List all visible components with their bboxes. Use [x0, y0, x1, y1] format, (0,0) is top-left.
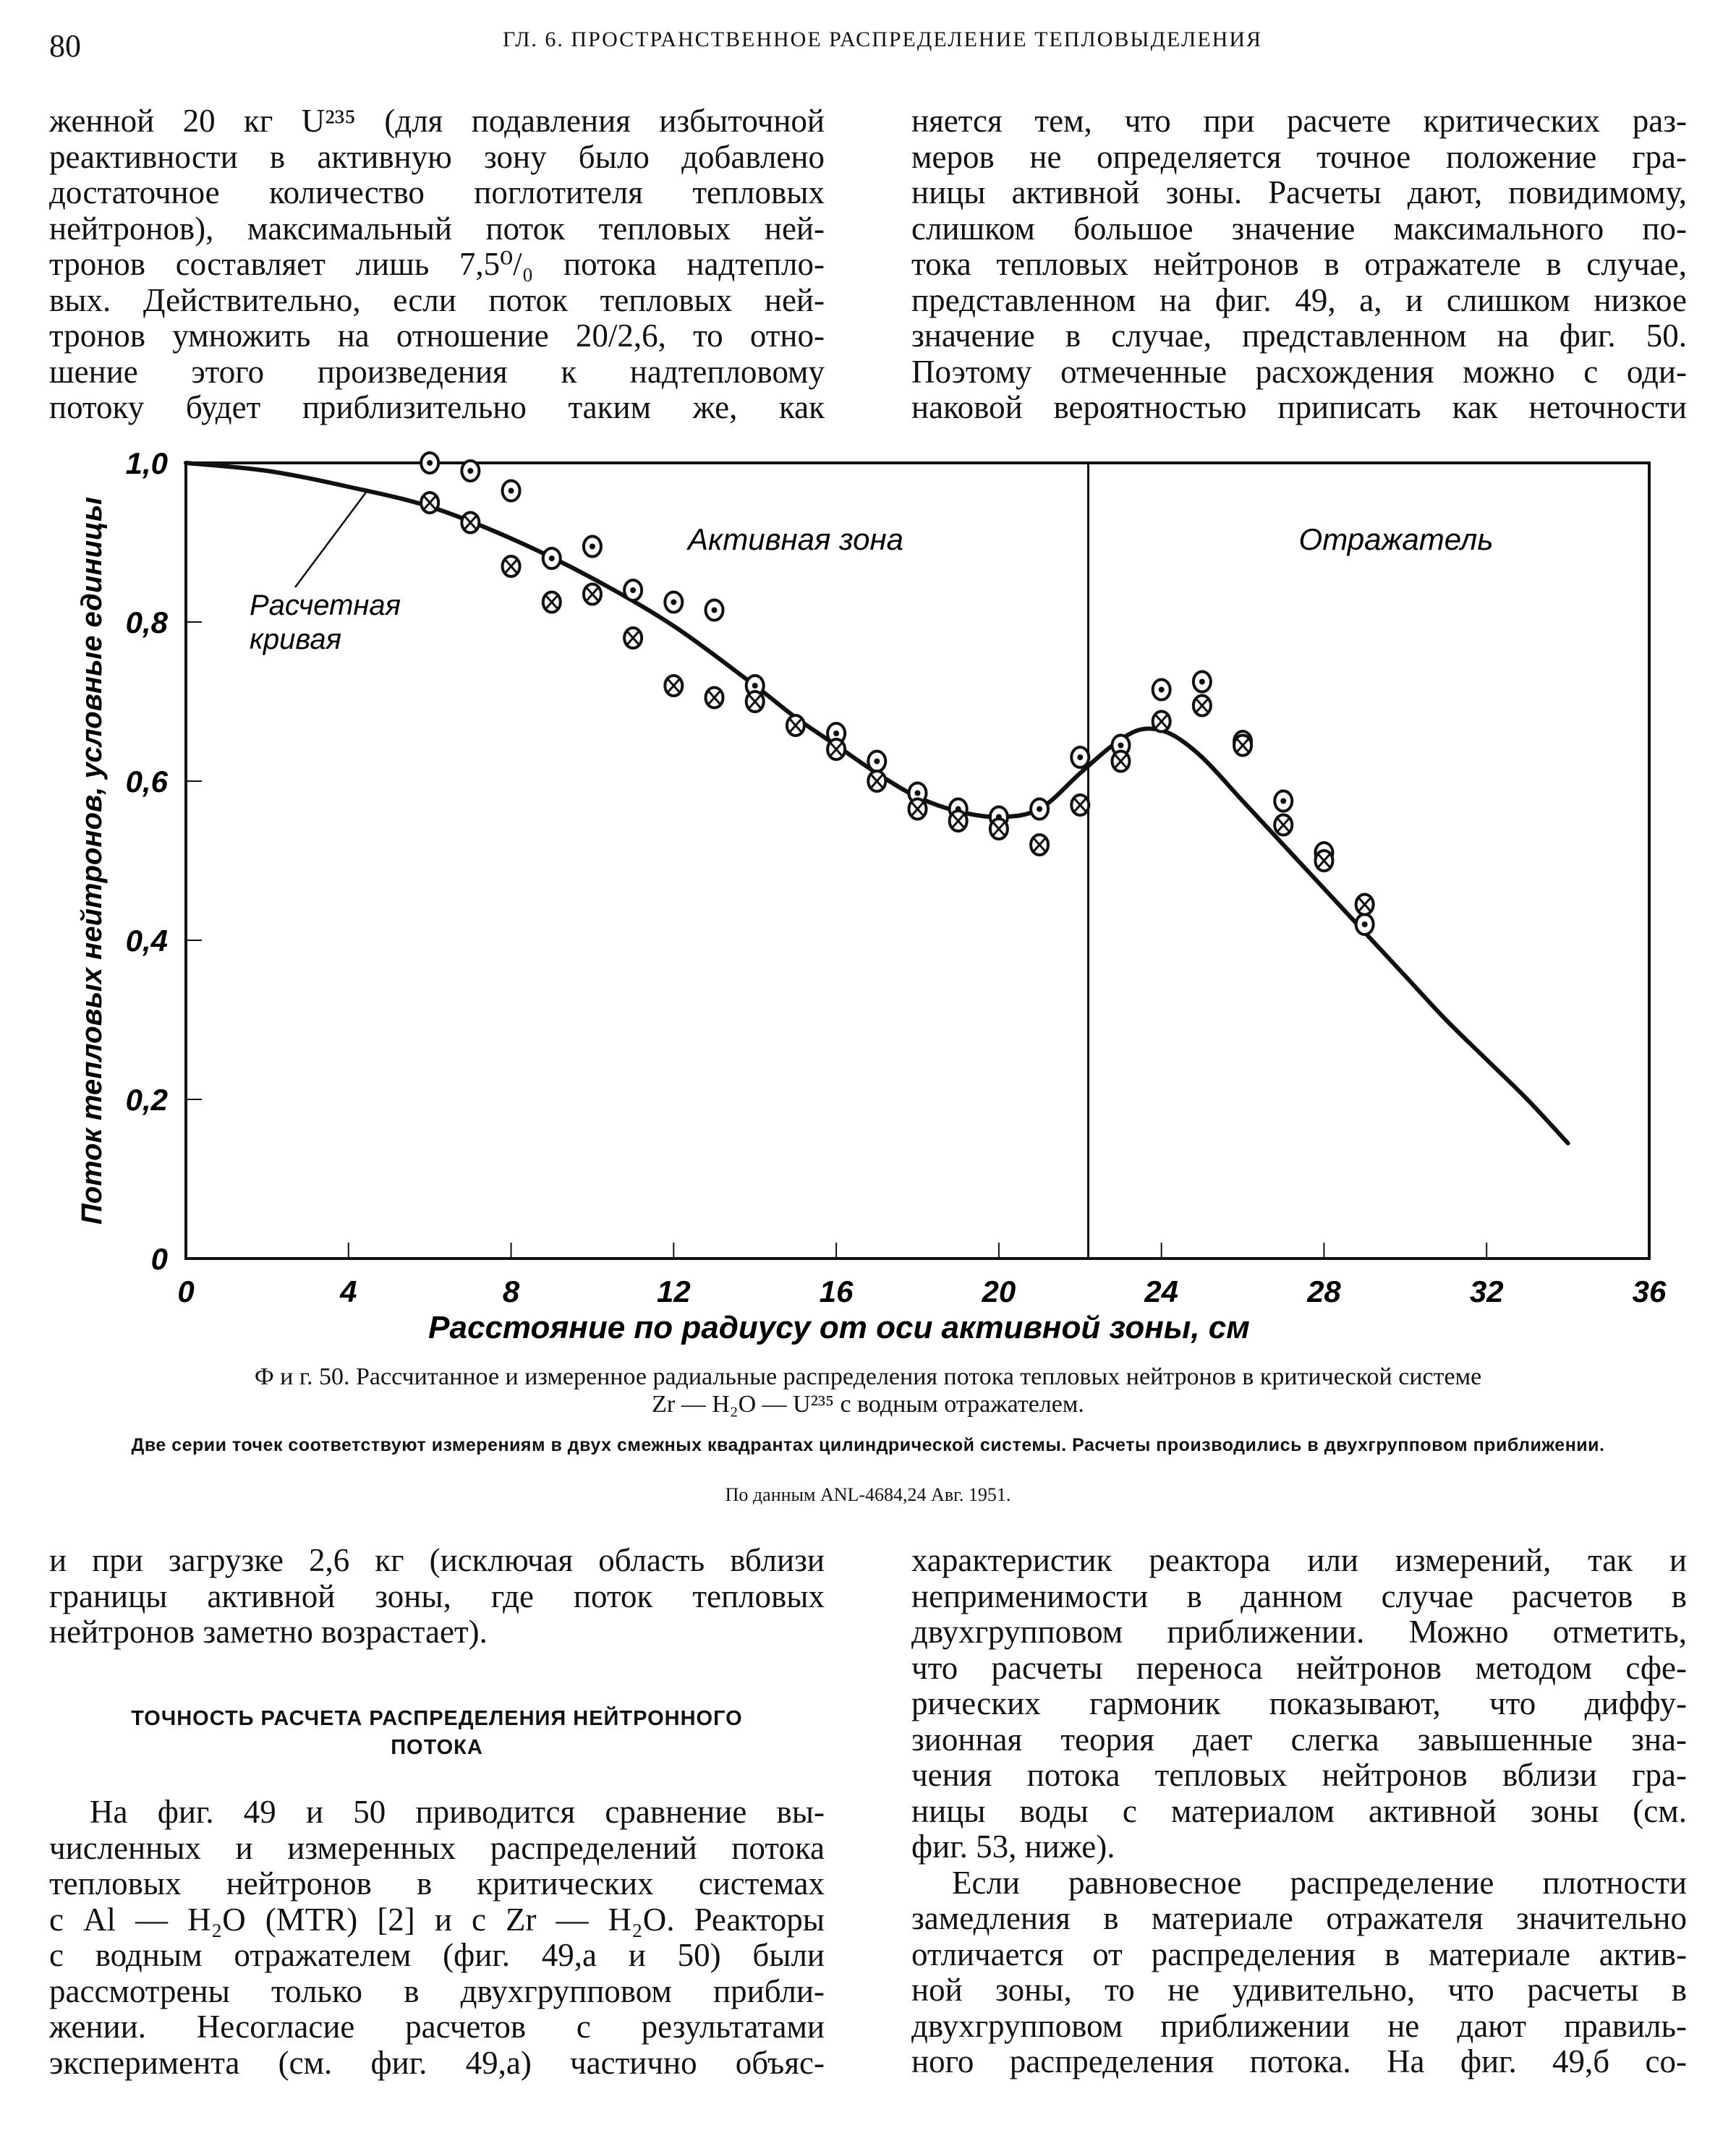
data-point-dotted	[421, 453, 438, 473]
data-point-crossed	[706, 688, 723, 708]
figure-caption	[49, 1363, 1687, 1418]
x-tick-label: 8	[502, 1274, 520, 1308]
text-line: численных и измеренных распределений потока	[49, 1829, 825, 1866]
x-tick-label: 0	[177, 1274, 195, 1308]
data-point-crossed	[990, 819, 1008, 839]
text-line: что расчеты переноса нейтронов методом сфе-	[911, 1649, 1687, 1686]
data-point-crossed	[787, 715, 804, 736]
marker-dot	[712, 608, 718, 613]
text-line: неприменимости в данном случае расчетов в	[911, 1577, 1687, 1614]
top-left-column	[49, 103, 825, 426]
data-point-crossed	[1153, 712, 1170, 732]
text-line: зионная теория дает слегка завышенные зна-	[911, 1721, 1687, 1758]
x-tick-label: 16	[819, 1274, 854, 1308]
x-tick-label: 20	[982, 1274, 1016, 1308]
curve-annotation-line2: кривая	[250, 623, 341, 655]
x-tick-label: 36	[1632, 1274, 1667, 1308]
text-line: рических гармоник показывают, что диффу-	[911, 1685, 1687, 1721]
data-point-crossed	[503, 556, 520, 576]
data-point-crossed	[1071, 795, 1089, 815]
data-point-crossed	[827, 739, 845, 759]
marker-dot	[427, 460, 433, 466]
axis-labels	[76, 490, 1493, 1345]
text-line: и при загрузке 2,6 кг (исключая область вблизи	[49, 1542, 825, 1578]
marker-dot	[1118, 743, 1123, 749]
calculated-curve-layer	[186, 463, 1568, 1144]
y-tick-label: 0,6	[125, 765, 168, 799]
text-line: жении. Несогласие расчетов с результатами	[49, 2009, 825, 2045]
text-line: тронов составляет лишь 7,5⁰/₀ потока надтепло-	[49, 246, 825, 282]
data-point-dotted	[1275, 791, 1292, 812]
x-tick-label: 28	[1307, 1274, 1341, 1308]
marker-dot	[509, 488, 514, 494]
x-tick-label: 24	[1144, 1274, 1179, 1308]
text-line: отличается от распределения в материале актив-	[911, 1936, 1687, 1972]
y-tick-label: 0,8	[125, 605, 168, 639]
data-point-dotted	[461, 461, 479, 481]
text-line: с водным отражателем (фиг. 49,а и 50) были	[49, 1937, 825, 1973]
marker-dot	[630, 587, 636, 593]
text-line: Поэтому отмеченные расхождения можно с оди-	[911, 353, 1687, 390]
text-line: потоку будет приблизительно таким же, как	[49, 389, 825, 425]
data-point-crossed	[1356, 895, 1374, 915]
marker-dot	[833, 731, 839, 736]
text-line: характеристик реактора или измерений, так и	[911, 1542, 1687, 1578]
y-tick-label: 0,4	[125, 924, 168, 958]
y-tick-label: 1,0	[125, 446, 168, 480]
data-point-crossed	[665, 676, 682, 696]
data-point-dotted	[584, 537, 601, 557]
data-point-crossed	[624, 628, 642, 648]
text-line: нейтронов заметно возрастает).	[49, 1614, 488, 1650]
y-axis-label: Поток тепловых нейтронов, условные единицы	[76, 496, 108, 1225]
caption-main: Ф и г. 50. Рассчитанное и измеренное радиальные распределения потока тепловых нейтронов в критической системе	[254, 1363, 1482, 1390]
caption-note: Две серии точек соответствуют измерениям в двух смежных квадрантах цилиндрической системы. Расчеты производились в двухгрупповом приближении.	[131, 1435, 1605, 1455]
section-heading-line: ПОТОКА	[391, 1736, 483, 1759]
marker-dot	[467, 468, 473, 474]
text-line: няется тем, что при расчете критических раз-	[911, 103, 1687, 139]
marker-dot	[1280, 799, 1286, 804]
x-axis-label: Расстояние по радиусу от оси активной зоны, см	[428, 1310, 1250, 1345]
text-line: ной зоны, то не удивительно, что расчеты в	[911, 1972, 1687, 2008]
data-point-dotted	[706, 600, 723, 621]
caption-main-line2: Zr — H₂O — U²³⁵ с водным отражателем.	[652, 1391, 1084, 1418]
data-point-crossed	[461, 513, 479, 533]
marker-dot	[752, 683, 758, 689]
data-point-dotted	[868, 751, 885, 772]
data-point-crossed	[543, 592, 561, 613]
x-tick-label: 12	[656, 1274, 691, 1308]
region-label-reflector: Отражатель	[1298, 522, 1494, 556]
data-point-dotted	[1153, 680, 1170, 700]
y-tick-label: 0	[150, 1242, 168, 1276]
marker-dot	[590, 544, 595, 550]
text-line: двухгрупповом приближении. Можно отметить,	[911, 1614, 1687, 1650]
data-point-dotted	[503, 481, 520, 501]
data-point-crossed	[746, 691, 764, 712]
marker-dot	[874, 759, 880, 765]
text-line: ницы воды с материалом активной зоны (см.	[911, 1792, 1687, 1829]
text-line: с Al — H₂O (MTR) [2] и с Zr — H₂O. Реакторы	[49, 1901, 825, 1938]
section-heading-line: ТОЧНОСТЬ РАСЧЕТА РАСПРЕДЕЛЕНИЯ НЕЙТРОННОГО	[131, 1707, 743, 1730]
marker-dot	[1199, 679, 1205, 685]
x-tick-label: 32	[1469, 1274, 1504, 1308]
data-point-crossed	[950, 811, 967, 831]
caption-source: По данным ANL-4684,24 Авг. 1951.	[725, 1484, 1011, 1505]
text-line: ницы активной зоны. Расчеты дают, повидимому,	[911, 174, 1687, 210]
data-point-crossed	[421, 493, 438, 513]
text-line: представленном на фиг. 49, а, и слишком низкое	[911, 281, 1687, 318]
marker-dot	[1362, 921, 1368, 927]
data-point-crossed	[1315, 851, 1332, 871]
data-point-crossed	[1031, 835, 1048, 855]
data-point-crossed	[1234, 736, 1251, 756]
flux-distribution-chart	[0, 434, 1736, 1360]
data-point-crossed	[868, 771, 885, 791]
region-label-core: Активная зона	[687, 522, 904, 556]
curve-annotation-line1: Расчетная	[250, 589, 401, 621]
data-point-dotted	[1194, 672, 1211, 692]
data-point-crossed	[1112, 751, 1129, 772]
marker-dot	[1037, 806, 1042, 812]
text-line: достаточное количество поглотителя тепловых	[49, 174, 825, 210]
text-line: эксперимента (см. фиг. 49,а) частично объяс-	[49, 2044, 825, 2081]
data-point-crossed	[1275, 815, 1292, 835]
data-point-crossed	[909, 799, 927, 819]
y-tick-label: 0,2	[125, 1083, 168, 1117]
bottom-right-column	[911, 1543, 1687, 2080]
text-line: значение в случае, представленном на фиг. 50.	[911, 318, 1687, 354]
axes	[186, 463, 1649, 1259]
text-line: ного распределения потока. На фиг. 49,б со-	[911, 2043, 1687, 2079]
text-line: рассмотрены только в двухгрупповом прибли-	[49, 1972, 825, 2009]
curve-annotation-leader	[295, 490, 367, 587]
text-line: тока тепловых нейтронов в отражателе в случае,	[911, 246, 1687, 282]
text-line: вых. Действительно, если поток тепловых ней-	[49, 281, 825, 318]
text-line: замедления в материале отражателя значительно	[911, 1900, 1687, 1936]
text-line: слишком большое значение максимального по-	[911, 210, 1687, 247]
calculated-curve	[186, 463, 1568, 1144]
marker-dot	[549, 555, 555, 561]
data-point-dotted	[665, 592, 682, 613]
figure-50	[0, 434, 1736, 1360]
x-tick-label: 4	[340, 1274, 357, 1308]
section-heading	[49, 1704, 825, 1762]
data-point-dotted	[543, 548, 561, 569]
data-point-dotted	[1356, 914, 1374, 934]
text-line: реактивности в активную зону было добавлено	[49, 138, 825, 175]
text-line: чения потока тепловых нейтронов вблизи гра-	[911, 1757, 1687, 1793]
data-point-crossed	[1194, 696, 1211, 716]
plot-frame	[186, 463, 1649, 1259]
top-right-column	[911, 103, 1687, 426]
text-line: тронов умножить на отношение 20/2,6, то отно-	[49, 318, 825, 354]
data-point-dotted	[624, 580, 642, 600]
text-line: Если равновесное распределение плотности	[952, 1864, 1687, 1901]
text-line: наковой вероятностью приписать как неточности	[911, 389, 1687, 425]
text-line: На фиг. 49 и 50 приводится сравнение вы-	[90, 1794, 825, 1830]
text-line: женной 20 кг U²³⁵ (для подавления избыточной	[49, 103, 825, 139]
running-head: ГЛ. 6. ПРОСТРАНСТВЕННОЕ РАСПРЕДЕЛЕНИЕ ТЕПЛОВЫДЕЛЕНИЯ	[502, 27, 1262, 51]
text-line: двухгрупповом приближении не дают правиль-	[911, 2007, 1687, 2044]
marker-dot	[1159, 687, 1165, 693]
data-point-dotted	[1031, 799, 1048, 819]
page-number: 80	[49, 28, 81, 64]
data-point-crossed	[584, 584, 601, 605]
text-line: шение этого произведения к надтепловому	[49, 353, 825, 390]
bottom-left-paragraph	[49, 1794, 825, 2081]
ticks	[126, 446, 1667, 1308]
marker-dot	[915, 791, 921, 796]
text-line: нейтронов), максимальный поток тепловых ней-	[49, 210, 825, 247]
data-point-dotted	[1071, 747, 1089, 767]
text-line: тепловых нейтронов в критических системах	[49, 1865, 825, 1902]
text-line: меров не определяется точное положение гра-	[911, 138, 1687, 175]
text-line: фиг. 53, ниже).	[911, 1828, 1115, 1865]
marker-dot	[1077, 754, 1083, 760]
text-line: границы активной зоны, где поток тепловых	[49, 1577, 825, 1614]
marker-dot	[671, 600, 676, 605]
bottom-left-column	[49, 1543, 825, 1651]
